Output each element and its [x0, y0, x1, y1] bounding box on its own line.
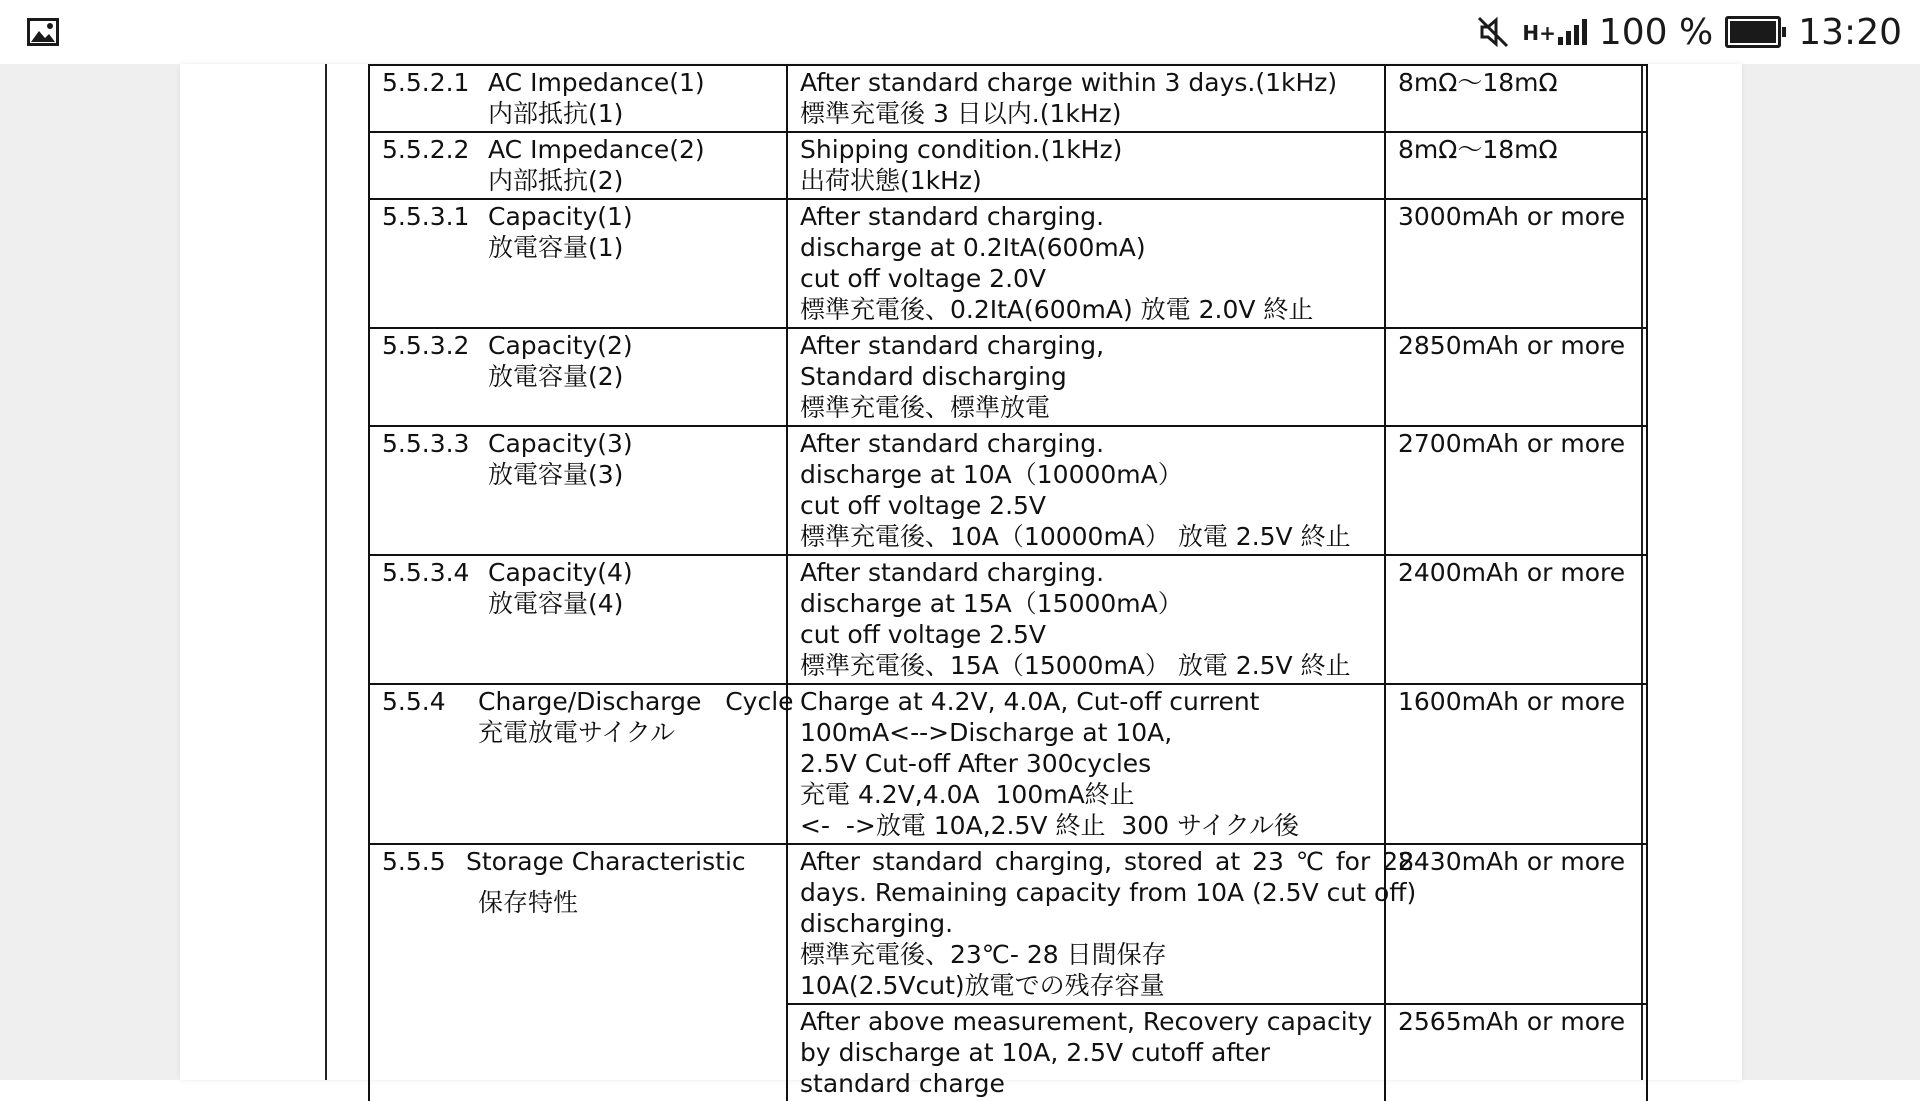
- condition-line: days. Remaining capacity from 10A (2.5V cut off): [800, 878, 1417, 907]
- table-row: [369, 555, 1647, 684]
- table-row: [369, 132, 1647, 199]
- item-cell: [369, 555, 787, 684]
- item-name-jp: 放電容量(2): [488, 362, 624, 391]
- table-row: [369, 684, 1647, 844]
- item-name-jp: 内部抵抗(1): [488, 99, 624, 128]
- condition-line: cut off voltage 2.5V: [800, 491, 1047, 520]
- condition-line: Charge at 4.2V, 4.0A, Cut-off current: [800, 687, 1260, 716]
- item-number: 5.5.4: [382, 687, 446, 716]
- item-number: 5.5.3.2: [382, 331, 470, 360]
- condition-line: After standard charging.: [800, 558, 1105, 587]
- condition-line: After standard charging.: [800, 202, 1105, 231]
- condition-cell: [787, 132, 1385, 199]
- condition-line: by discharge at 10A, 2.5V cutoff after: [800, 1038, 1271, 1067]
- condition-line: Shipping condition.(1kHz): [800, 135, 1123, 164]
- item-name-en: Capacity(1): [488, 202, 633, 231]
- item-name-en: Capacity(4): [488, 558, 633, 587]
- condition-cell: [787, 65, 1385, 132]
- condition-line: 10A(2.5Vcut)放電での残存容量: [800, 971, 1165, 1000]
- spec-cell: 2700mAh or more: [1385, 426, 1647, 555]
- spec-cell: 1600mAh or more: [1385, 684, 1647, 844]
- condition-line: standard charge: [800, 1069, 1005, 1098]
- battery-icon: [1725, 16, 1786, 48]
- condition-cell: [787, 199, 1385, 328]
- condition-line: 標準充電後、10A（10000mA） 放電 2.5V 終止: [800, 522, 1351, 551]
- item-name-jp: 保存特性: [478, 888, 579, 917]
- gallery-icon: [27, 18, 59, 46]
- item-name-jp: 放電容量(1): [488, 233, 624, 262]
- spec-cell: 2565mAh or more: [1385, 1004, 1647, 1101]
- spec-cell: 2400mAh or more: [1385, 555, 1647, 684]
- condition-line: After standard charging, stored at 23 ℃ for 28: [800, 847, 1415, 876]
- condition-line: After above measurement, Recovery capacity: [800, 1007, 1373, 1036]
- item-name-jp: 放電容量(3): [488, 460, 624, 489]
- condition-line: After standard charging,: [800, 331, 1105, 360]
- spec-cell: 8mΩ～18mΩ: [1385, 132, 1647, 199]
- condition-cell: [787, 1004, 1385, 1101]
- item-number: 5.5.2.1: [382, 68, 470, 97]
- item-name-en: Storage Characteristic: [466, 847, 746, 876]
- spec-cell: 8mΩ～18mΩ: [1385, 65, 1647, 132]
- table-row: [369, 844, 1647, 1004]
- battery-percent: 100 %: [1598, 11, 1714, 53]
- network-type: H+: [1522, 21, 1556, 45]
- spec-cell: 2850mAh or more: [1385, 328, 1647, 426]
- condition-line: After standard charge within 3 days.(1kHz): [800, 68, 1338, 97]
- condition-line: <- ->放電 10A,2.5V 終止 300 サイクル後: [800, 811, 1300, 840]
- condition-line: 100mA<-->Discharge at 10A,: [800, 718, 1173, 747]
- table-row: [369, 199, 1647, 328]
- condition-line: 充電 4.2V,4.0A 100mA終止: [800, 780, 1135, 809]
- condition-line: 出荷状態(1kHz): [800, 166, 982, 195]
- clock: 13:20: [1798, 11, 1902, 53]
- condition-line: cut off voltage 2.0V: [800, 264, 1047, 293]
- condition-cell: [787, 555, 1385, 684]
- condition-line: cut off voltage 2.5V: [800, 620, 1047, 649]
- item-name-en: Capacity(2): [488, 331, 633, 360]
- condition-cell: [787, 328, 1385, 426]
- item-number: 5.5.3.4: [382, 558, 470, 587]
- condition-line: 標準充電後、15A（15000mA） 放電 2.5V 終止: [800, 651, 1351, 680]
- item-cell: [369, 684, 794, 844]
- status-icons: [1476, 8, 1902, 56]
- condition-line: 2.5V Cut-off After 300cycles: [800, 749, 1152, 778]
- spec-cell: 2430mAh or more: [1385, 844, 1647, 1004]
- signal-icon: [1522, 19, 1587, 45]
- item-cell: [369, 328, 787, 426]
- item-number: 5.5.3.1: [382, 202, 470, 231]
- condition-cell: [787, 426, 1385, 555]
- condition-line: 標準充電後、標準放電: [800, 393, 1051, 422]
- condition-line: discharge at 0.2ItA(600mA): [800, 233, 1146, 262]
- item-cell: [369, 199, 787, 328]
- item-name-jp: 充電放電サイクル: [478, 718, 676, 747]
- item-cell: [369, 132, 787, 199]
- item-name-en: AC Impedance(2): [488, 135, 705, 164]
- item-number: 5.5.2.2: [382, 135, 470, 164]
- item-name-en: AC Impedance(1): [488, 68, 705, 97]
- mute-icon: [1476, 15, 1510, 49]
- table-row: [369, 426, 1647, 555]
- condition-line: discharge at 15A（15000mA）: [800, 589, 1183, 618]
- item-name-en: Charge/Discharge Cycle: [478, 687, 794, 716]
- item-cell: [369, 65, 787, 132]
- item-cell: [369, 844, 787, 1101]
- table-row: [369, 328, 1647, 426]
- item-name-jp: 内部抵抗(2): [488, 166, 624, 195]
- condition-cell: [787, 684, 1385, 844]
- condition-line: 標準充電後、23℃- 28 日間保存: [800, 940, 1167, 969]
- condition-line: discharging.: [800, 909, 954, 938]
- item-number: 5.5.3.3: [382, 429, 470, 458]
- image-viewer[interactable]: [0, 64, 1920, 1098]
- spec-cell: 3000mAh or more: [1385, 199, 1647, 328]
- status-bar: [0, 0, 1920, 64]
- item-name-en: Capacity(3): [488, 429, 633, 458]
- condition-line: 標準充電後、0.2ItA(600mA) 放電 2.0V 終止: [800, 295, 1314, 324]
- item-number: 5.5.5: [382, 847, 446, 876]
- condition-line: After standard charging.: [800, 429, 1105, 458]
- condition-line: Standard discharging: [800, 362, 1067, 391]
- spec-table: [368, 64, 1648, 1101]
- condition-line: discharge at 10A（10000mA）: [800, 460, 1183, 489]
- condition-cell: [787, 844, 1417, 1004]
- condition-line: 標準充電後 3 日以内.(1kHz): [800, 99, 1122, 128]
- table-row: [369, 65, 1647, 132]
- item-cell: [369, 426, 787, 555]
- page-margin-line-left: [325, 64, 327, 1080]
- item-name-jp: 放電容量(4): [488, 589, 624, 618]
